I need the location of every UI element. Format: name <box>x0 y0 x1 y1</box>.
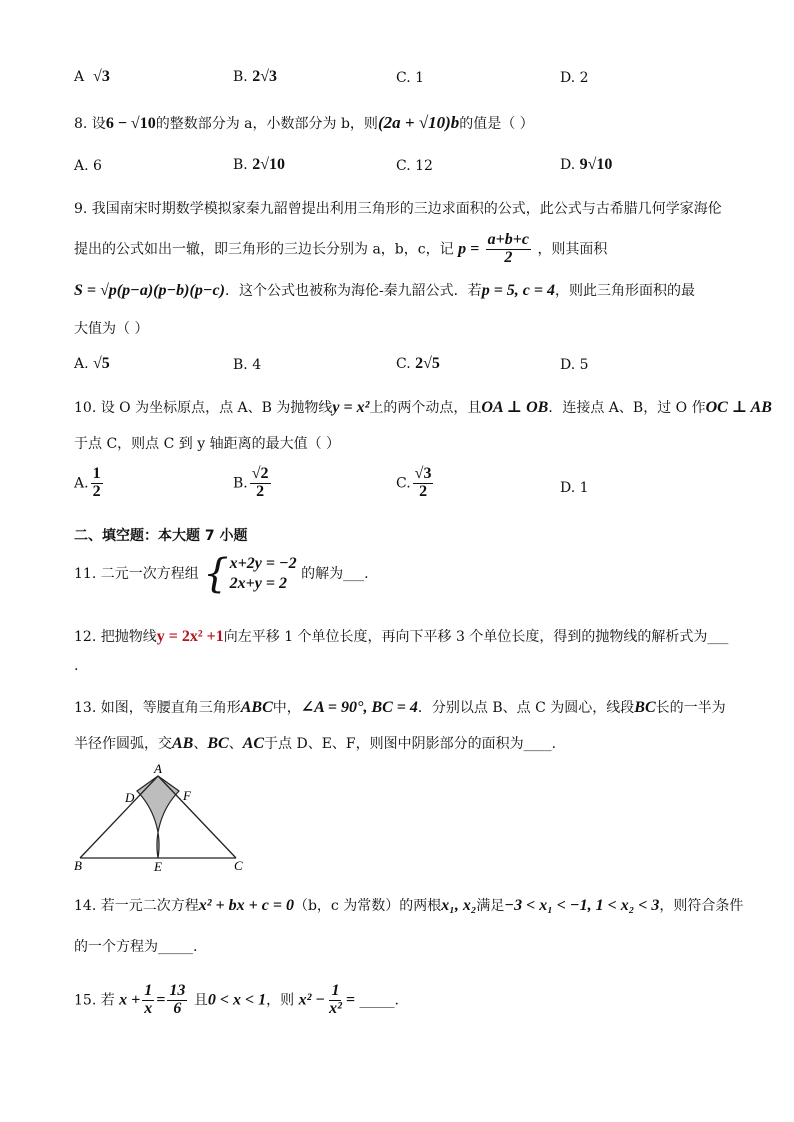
q7-option-c: C. 1 <box>396 70 425 86</box>
q7-option-b-value: 2√3 <box>252 68 277 85</box>
q12-line-2: . <box>74 658 79 674</box>
q15-stem: 15. 若 x + $\frac{1}{x}$ = $\frac{13}{6}$ 且0 < x < 1，则 x² − $\frac{1}{\text{x²}}$ = _____. <box>74 982 399 1017</box>
q9-option-a: A. √5 <box>74 355 110 372</box>
q9-line-1: 9. 我国南宋时期数学模拟家秦九韶曾提出利用三角形的三边求面积的公式，此公式与古希腊几何学家海伦 <box>74 201 722 217</box>
q9-option-b: B. 4 <box>233 357 262 373</box>
q7-option-a-value: √3 <box>93 68 110 85</box>
q10-line-1: 10. 设 O 为坐标原点，点 A、B 为抛物线y = x²上的两个动点，且OA ⊥ OB．连接点 A、B，过 O 作OC ⊥ AB <box>74 399 772 416</box>
q8-expr-1: 6 − √10 <box>105 115 156 132</box>
q8-expr-2: (2a + √10)b <box>377 113 460 132</box>
section-heading: 二、填空题：本大题 7 小题 <box>74 528 248 544</box>
q12-stem: 12. 把抛物线y = 2x² +1向左平移 1 个单位长度，再向下平移 3 个单位长度，得到的抛物线的解析式为___ <box>74 628 729 645</box>
q8-stem: 8. 设6 − √10的整数部分为 a，小数部分为 b，则(2a + √10)b的值是（ ） <box>74 113 534 132</box>
q8-option-b: B. 2√10 <box>233 156 285 173</box>
q10-option-c: C. $\frac{√3}{2}$ <box>396 465 432 500</box>
shaded-region <box>137 776 179 858</box>
q10-option-b: B. $\frac{√2}{2}$ <box>233 465 269 500</box>
label-c: C <box>234 858 243 873</box>
q9-p-fraction: $\frac{a+b+c}{2}$ <box>487 231 529 266</box>
q9-option-d: D. 5 <box>560 357 589 373</box>
q13-line-2: 半径作圆弧，交AB、BC、AC于点 D、E、F，则图中阴影部分的面积为____. <box>74 735 557 752</box>
q13-line-1: 13. 如图，等腰直角三角形ABC中，∠A = 90°, BC = 4．分别以点 B、点 C 为圆心，线段BC长的一半为 <box>74 699 726 716</box>
side-ab <box>80 776 158 858</box>
q7-option-b: B. 2√3 <box>233 68 277 85</box>
q10-option-d: D. 1 <box>560 480 589 496</box>
q9-line-3: S = √p(p−a)(p−b)(p−c)．这个公式也被称为海伦-秦九韶公式．若p = 5, c = 4，则此三角形面积的最 <box>74 282 696 299</box>
q14-line-2: 的一个方程为_____. <box>74 939 198 955</box>
label-e: E <box>154 859 162 874</box>
q10-option-a: A. $\frac{1}{2}$ <box>74 465 101 500</box>
label-f: F <box>183 788 191 803</box>
q7-option-a: A √3 <box>74 68 110 85</box>
q8-option-c: C. 12 <box>396 158 433 174</box>
q11-stem: 11. 二元一次方程组 { x+2y = −2 2x+y = 2 的解为___. <box>74 551 369 597</box>
q9-condition: p = 5, c = 4 <box>481 282 556 299</box>
q9-line-2: 提出的公式如出一辙，即三角形的三边长分别为 a，b，c，记 p = $\frac{a+b+c}{2}$ ，则其面积 <box>74 231 608 266</box>
q9-heron-formula: S = √p(p−a)(p−b)(p−c) <box>74 282 225 299</box>
side-ac <box>158 776 236 858</box>
q10-line-2: 于点 C，则点 C 到 y 轴距离的最大值（ ） <box>74 436 341 452</box>
q9-line-4: 大值为（ ） <box>74 321 149 337</box>
q8-option-d: D. 9√10 <box>560 156 613 173</box>
q7-option-d: D. 2 <box>560 70 589 86</box>
q14-line-1: 14. 若一元二次方程x² + bx + c = 0（b，c 为常数）的两根x₁, x₂满足−3 < x₁ < −1, 1 < x₂ < 3，则符合条件 <box>74 897 744 914</box>
label-a: A <box>154 762 162 776</box>
q13-figure <box>70 762 250 874</box>
q9-option-c: C. 2√5 <box>396 355 440 372</box>
label-b: B <box>74 858 82 873</box>
q11-equation-system: { x+2y = −2 2x+y = 2 <box>203 551 297 597</box>
q8-option-a: A. 6 <box>74 158 102 174</box>
q12-parabola: y = 2x² +1 <box>156 628 224 645</box>
label-d: D <box>125 790 135 805</box>
